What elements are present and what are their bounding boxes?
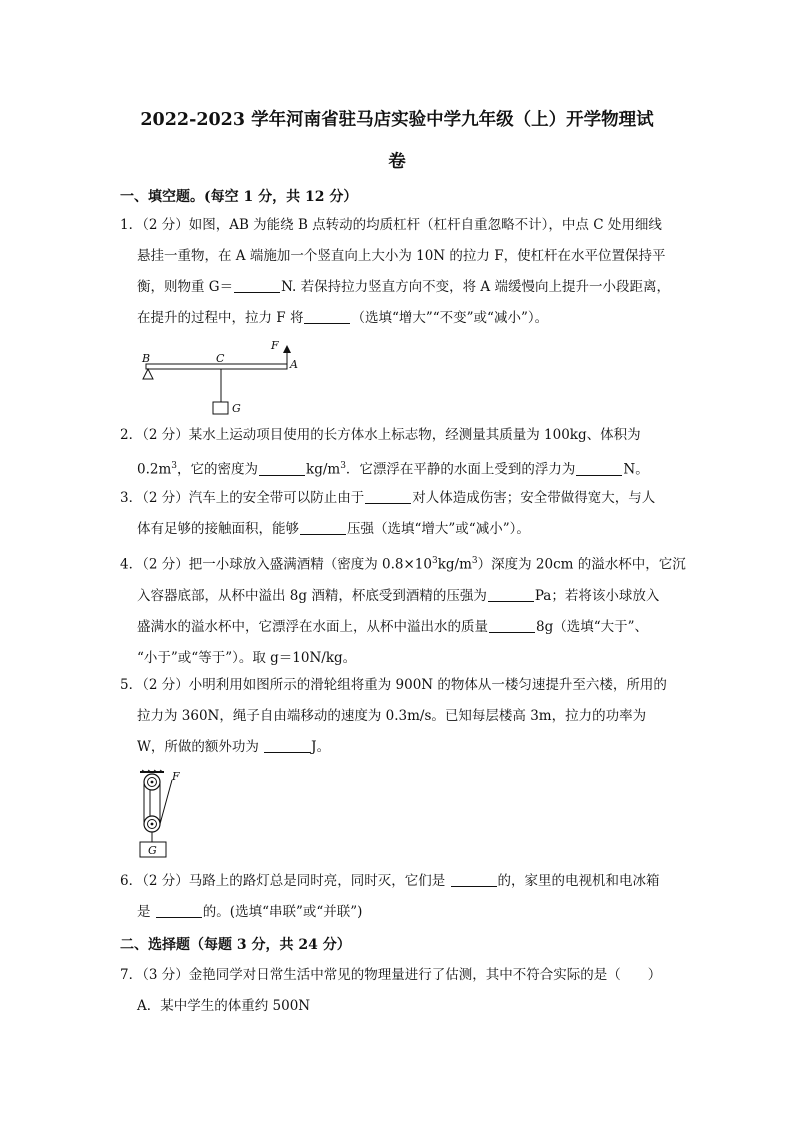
q5-text-3a: W，所做的额外功为 [137, 739, 264, 755]
q1-line-3 [120, 272, 680, 303]
fixed-pulley-axle [151, 781, 154, 784]
q3-text-2b: 压强（选填“增大”或“减小”）。 [347, 521, 530, 537]
q4-sup-1: 3 [431, 556, 438, 566]
q1-text-3a: 衡，则物重 G＝ [137, 279, 234, 295]
question-2 [120, 420, 680, 486]
q6-text-2a: 是 [137, 904, 155, 920]
q3-text-1b: 对人体造成伤害；安全带做得宽大，与人 [412, 490, 656, 506]
q4-text-2a: 入容器底部，从杯中溢出 8g 酒精，杯底受到酒精的压强为 [137, 587, 487, 604]
answer-blank[interactable] [156, 903, 202, 918]
exam-title [100, 102, 694, 180]
answer-blank[interactable] [488, 587, 534, 602]
pivot-triangle [143, 369, 153, 379]
q6-line-1 [120, 866, 680, 897]
movable-pulley-axle [151, 823, 154, 826]
answer-blank[interactable] [365, 489, 411, 504]
title-line-2: 卷 [388, 152, 406, 172]
answer-blank[interactable] [576, 461, 622, 476]
q2-sup-2: 3 [340, 461, 346, 471]
title-line-1: 2022-2023 学年河南省驻马店实验中学九年级（上）开学物理试 [140, 110, 654, 130]
q1-text-4a: 在提升的过程中，拉力 F 将 [137, 310, 304, 326]
q6-text-1a: 6．（2 分）马路上的路灯总是同时亮，同时灭，它们是 [120, 873, 450, 889]
pulley-label-G: G [148, 844, 157, 857]
answer-blank[interactable] [304, 309, 350, 324]
section-choice-heading: 二、选择题（每题 3 分，共 24 分） [120, 937, 351, 953]
lever-figure [136, 338, 306, 418]
answer-blank[interactable] [234, 278, 280, 293]
q4-text-1b: kg/m [437, 556, 472, 573]
q1-line-2: 悬挂一重物，在 A 端施加一个竖直向上大小为 10N 的拉力 F，使杠杆在水平位置保持平 [137, 248, 666, 264]
q4-line-1 [120, 546, 686, 581]
q4-line-4: “小于”或“等于”）。取 g＝10N/kg。 [137, 649, 357, 666]
q1-line-4 [120, 303, 680, 334]
q6-line-2 [120, 897, 680, 928]
label-G: G [232, 402, 241, 415]
weight-block [213, 402, 228, 414]
q5-line-2: 拉力为 360N，绳子自由端移动的速度为 0.3m/s。已知每层楼高 3m，拉力的功率为 [137, 708, 647, 724]
q3-line-1 [120, 483, 680, 514]
question-6 [120, 866, 680, 928]
q4-text-3a: 盛满水的溢水杯中，它漂浮在水面上，从杯中溢出水的质量 [137, 618, 488, 635]
q3-text-1a: 3．（2 分）汽车上的安全带可以防止由于 [120, 490, 365, 506]
label-F: F [271, 339, 279, 352]
q4-text-1a: 4．（2 分）把一小球放入盛满酒精（密度为 0.8×10 [120, 556, 432, 573]
q5-line-1: 5．（2 分）小明利用如图所示的滑轮组将重为 900N 的物体从一楼匀速提升至六楼，所用的 [120, 677, 667, 693]
label-A: A [290, 358, 298, 371]
q2-text-2e: N。 [623, 461, 649, 478]
pulley-figure [136, 768, 186, 862]
label-C: C [216, 352, 225, 365]
q7-line-1: 7．（3 分）金艳同学对日常生活中常见的物理量进行了估测，其中不符合实际的是（ ） [120, 967, 662, 983]
answer-blank[interactable] [489, 618, 535, 633]
q2-text-2b: ，它的密度为 [177, 461, 259, 478]
q1-line-1: 1．（2 分）如图，AB 为能绕 B 点转动的均质杠杆（杠杆自重忽略不计），中点 C 处用细线 [120, 217, 662, 233]
q6-text-1b: 的，家里的电视机和电冰箱 [497, 873, 660, 889]
force-arrow-head-icon [283, 345, 291, 353]
question-1 [120, 210, 680, 334]
rope-free-end [160, 780, 172, 824]
q5-line-3 [120, 732, 680, 763]
q4-line-2 [120, 581, 680, 612]
question-3 [120, 483, 680, 545]
q4-sup-2: 3 [471, 556, 478, 566]
q2-text-2c: kg/m [306, 461, 341, 478]
q4-text-2b: Pa；若将该小球放入 [534, 587, 660, 604]
q2-line-2 [120, 451, 680, 486]
q4-text-3b: 8g（选填“大于”、 [536, 618, 649, 635]
section-fill-heading: 一、填空题。(每空 1 分，共 12 分） [120, 189, 358, 205]
q1-text-3b: N. 若保持拉力竖直方向不变，将 A 端缓慢向上提升一小段距离， [281, 279, 670, 295]
answer-blank[interactable] [451, 872, 497, 887]
q4-line-3 [120, 612, 680, 643]
q2-line-1: 2．（2 分）某水上运动项目使用的长方体水上标志物，经测量其质量为 100kg、体积为 [120, 427, 641, 443]
question-5 [120, 670, 680, 763]
answer-blank[interactable] [300, 520, 346, 535]
q7-option-a[interactable]: A．某中学生的体重约 500N [137, 998, 311, 1014]
q2-text-2a: 0.2m [137, 461, 172, 478]
q3-line-2 [120, 514, 680, 545]
answer-blank[interactable] [259, 461, 305, 476]
answer-blank[interactable] [264, 738, 310, 753]
pulley-label-F: F [172, 770, 180, 783]
q2-sup-1: 3 [171, 461, 178, 471]
q1-text-4b: （选填“增大”“不变”或“减小”）。 [351, 310, 549, 326]
q2-text-2d: ．它漂浮在平静的水面上受到的浮力为 [345, 461, 576, 478]
q5-text-3b: J。 [311, 739, 331, 755]
label-B: B [142, 352, 151, 365]
question-4 [120, 546, 686, 674]
q4-text-1c: ）深度为 20cm 的溢水杯中，它沉 [477, 556, 686, 573]
q6-text-2b: 的。(选填“串联”或“并联”) [202, 904, 363, 920]
q3-text-2a: 体有足够的接触面积，能够 [137, 521, 299, 537]
question-7 [120, 960, 680, 1022]
